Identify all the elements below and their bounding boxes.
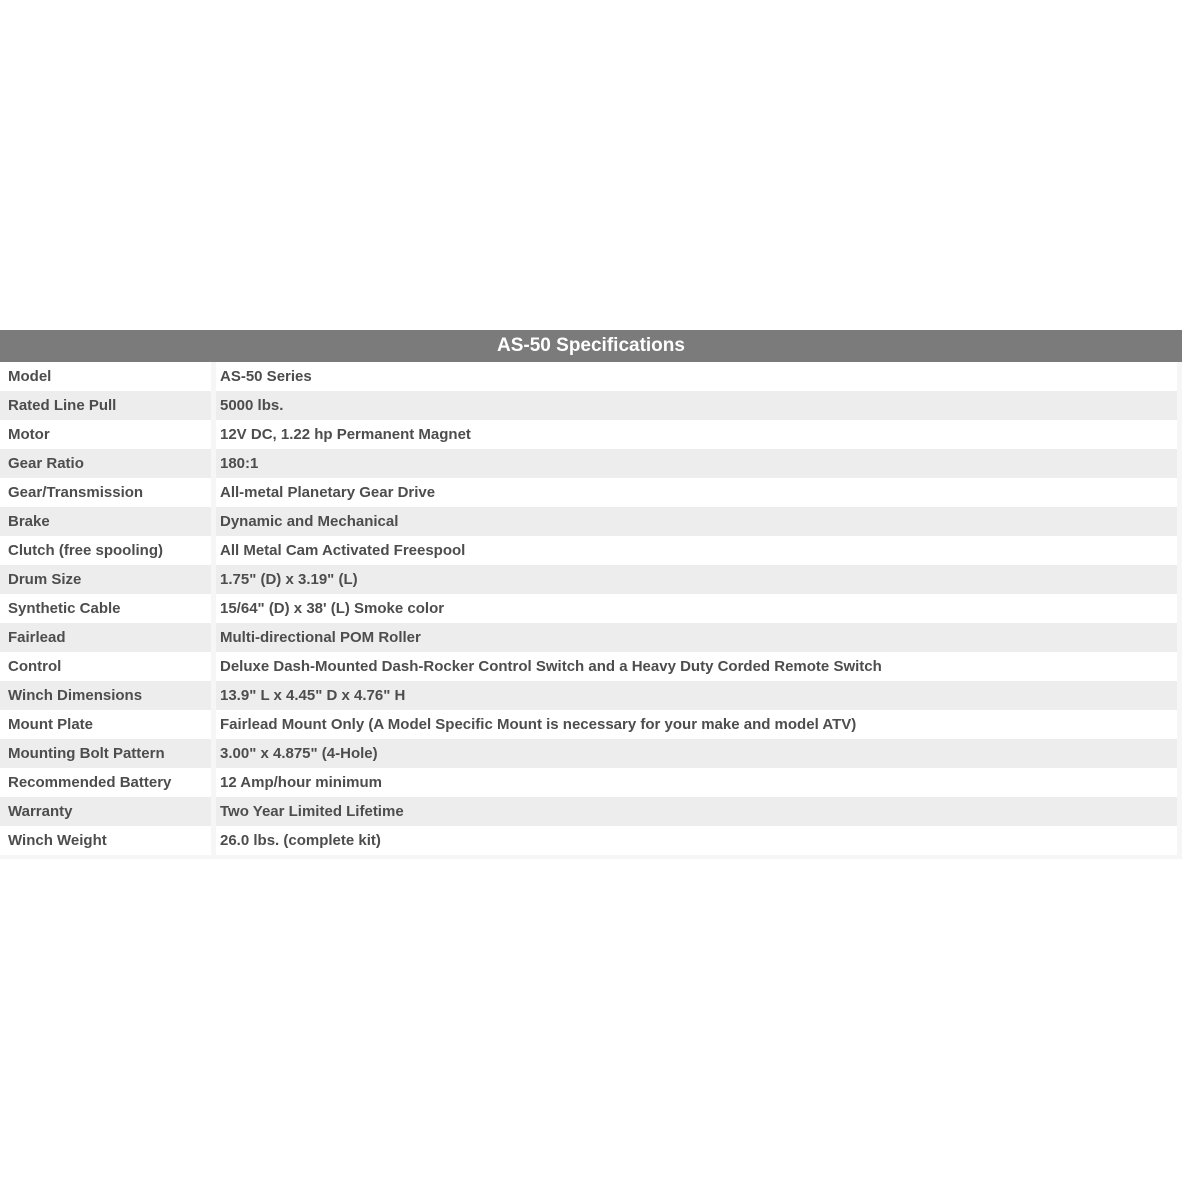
- spec-row-brake: [0, 507, 1177, 536]
- spec-label: Rated Line Pull: [0, 391, 216, 420]
- spec-row-drum-size: [0, 565, 1177, 594]
- spec-row-gear-transmission: [0, 478, 1177, 507]
- spec-row-mounting-bolt-pattern: [0, 739, 1177, 768]
- spec-label: Winch Weight: [0, 826, 216, 855]
- spec-value: Two Year Limited Lifetime: [220, 803, 404, 820]
- spec-label: Recommended Battery: [0, 768, 216, 797]
- spec-value: Deluxe Dash-Mounted Dash-Rocker Control Switch and a Heavy Duty Corded Remote Switch: [220, 658, 882, 675]
- spec-value: 13.9" L x 4.45" D x 4.76" H: [220, 687, 406, 704]
- spec-value: 12 Amp/hour minimum: [220, 774, 382, 791]
- spec-row-synthetic-cable: [0, 594, 1177, 623]
- spec-label: Model: [0, 362, 216, 391]
- spec-label: Drum Size: [0, 565, 216, 594]
- spec-value: 5000 lbs.: [220, 397, 284, 414]
- spec-row-mount-plate: [0, 710, 1177, 739]
- spec-value: Multi-directional POM Roller: [220, 629, 421, 646]
- spec-value: All Metal Cam Activated Freespool: [220, 542, 466, 559]
- spec-value: Fairlead Mount Only (A Model Specific Mount is necessary for your make and model ATV): [220, 716, 857, 733]
- spec-label: Control: [0, 652, 216, 681]
- spec-row-recommended-battery: [0, 768, 1177, 797]
- specifications-table: [0, 330, 1182, 859]
- spec-label: Mount Plate: [0, 710, 216, 739]
- spec-row-rated-line-pull: [0, 391, 1177, 420]
- spec-row-clutch: [0, 536, 1177, 565]
- spec-row-model: [0, 362, 1177, 391]
- spec-value: 15/64" (D) x 38' (L) Smoke color: [220, 600, 445, 617]
- spec-label: Clutch (free spooling): [0, 536, 216, 565]
- spec-label: Motor: [0, 420, 216, 449]
- spec-value: 1.75" (D) x 3.19" (L): [220, 571, 358, 588]
- table-title: AS-50 Specifications: [0, 330, 1182, 362]
- spec-row-control: [0, 652, 1177, 681]
- spec-label: Warranty: [0, 797, 216, 826]
- spec-value: 12V DC, 1.22 hp Permanent Magnet: [220, 426, 471, 443]
- spec-row-motor: [0, 420, 1177, 449]
- spec-value: AS-50 Series: [220, 368, 312, 385]
- spec-row-winch-dimensions: [0, 681, 1177, 710]
- spec-value: All-metal Planetary Gear Drive: [220, 484, 436, 501]
- table-body: [0, 362, 1182, 859]
- spec-label: Gear/Transmission: [0, 478, 216, 507]
- spec-value: 26.0 lbs. (complete kit): [220, 832, 381, 849]
- spec-label: Mounting Bolt Pattern: [0, 739, 216, 768]
- spec-label: Fairlead: [0, 623, 216, 652]
- spec-value: 180:1: [220, 455, 259, 472]
- spec-row-fairlead: [0, 623, 1177, 652]
- spec-label: Brake: [0, 507, 216, 536]
- spec-row-winch-weight: [0, 826, 1177, 855]
- spec-row-gear-ratio: [0, 449, 1177, 478]
- spec-value: 3.00" x 4.875" (4-Hole): [220, 745, 378, 762]
- spec-label: Winch Dimensions: [0, 681, 216, 710]
- spec-value: Dynamic and Mechanical: [220, 513, 399, 530]
- spec-label: Synthetic Cable: [0, 594, 216, 623]
- spec-row-warranty: [0, 797, 1177, 826]
- spec-label: Gear Ratio: [0, 449, 216, 478]
